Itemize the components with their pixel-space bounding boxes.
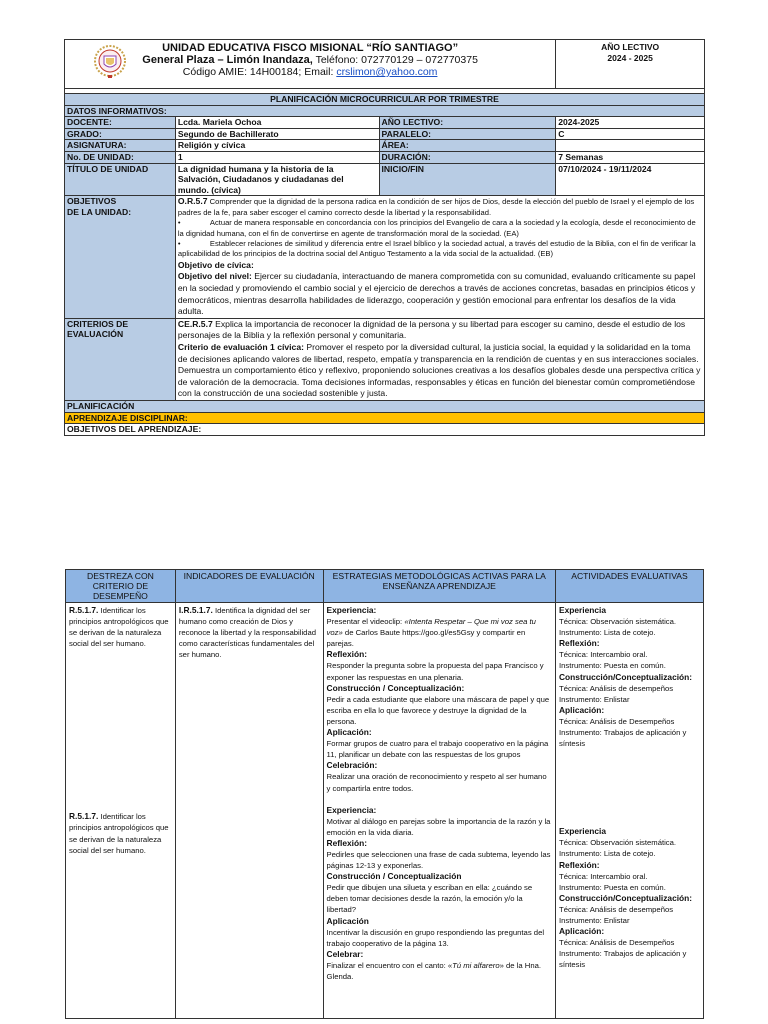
- objetivo-bullet-1-text: Actuar de manera responsable en concordancia con los principios del Evangelio de cara a la sociedad y la ecología, desde el reconocimiento de la dignidad humana, con el fin de convertirse en agente de transformación moral de la sociedad. (EA): [177, 218, 696, 238]
- year-value: 2024 - 2025: [607, 53, 653, 63]
- e2-ref-text: Pedirles que seleccionen una frase de cada subtema, leyendo las páginas 12-13 y exponerlas.: [326, 849, 551, 871]
- objetivos-content: [175, 196, 704, 318]
- act-block-1: Experiencia Técnica: Observación sistemática. Instrumento: Lista de cotejo. Reflexión: Técnica: Intercambio oral. Instrumento: Puesta en común. Construcción/Conceptualización: Técnica: Análisis de desempeños Instrumento: Enlistar Aplicación: Técnica: Análisis de Desempeños Instrumento: Trabajos de aplicación y síntesis: [559, 605, 693, 749]
- e2-exp-text: Motivar al diálogo en parejas sobre la importancia de la razón y la emoción en la vida diaria.: [326, 816, 551, 837]
- e1-apl-text: Formar grupos de cuatro para el trabajo cooperativo en la página 11, planificar un debate con las respuestas de los grupos: [326, 739, 549, 760]
- school-header: [65, 40, 556, 89]
- destreza-cell: [66, 603, 176, 1019]
- indicador-cell: [175, 603, 323, 1019]
- e1-exp-text: Presentar el videoclip: «Intenta Respetar – Que mi voz sea tu voz» de Carlos Baute https://goo.gl/es5Gsy y compartir en parejas.: [326, 617, 536, 649]
- planificacion-row: PLANIFICACIÓN: [65, 400, 705, 412]
- header-estrategias: ESTRATEGIAS METODOLÓGICAS ACTIVAS PARA LA ENSEÑANZA APRENDIZAJE: [323, 570, 555, 603]
- criterios-label: [65, 318, 176, 400]
- paralelo-value: C: [556, 128, 705, 140]
- plan-title: PLANIFICACIÓN MICROCURRICULAR POR TRIMESTRE: [65, 94, 705, 106]
- e2-apl-label: Aplicación: [326, 915, 369, 926]
- header-actividades: ACTIVIDADES EVALUATIVAS: [556, 570, 704, 603]
- objetivo-code: O.R.5.7: [177, 196, 208, 207]
- school-phone: Teléfono: 072770129 – 072770375: [312, 54, 478, 66]
- e2-cel-label: Celebrar:: [326, 948, 364, 959]
- e2-apl-text: Incentivar la discusión en grupo respondiendo las preguntas del trabajo cooperativo de la página 13.: [326, 927, 545, 948]
- year-header: [556, 40, 705, 89]
- objetivo-bullet-1: • Actuar de manera responsable en concordancia con los principios del Evangelio de cara a la sociedad y la ecología, desde el reconocimiento de la dignidad humana, con el fin de convertirse en agente de transformación moral de la sociedad. (EA): [177, 218, 696, 238]
- duracion-label: DURACIÓN:: [379, 151, 556, 163]
- anio-value: 2024-2025: [556, 117, 705, 129]
- objetivo-bullet-2: • Establecer relaciones de similitud y diferencia entre el Israel bíblico y la sociedad actual, a través del estudio de la Biblia, con el fin de verificar la aplicabilidad de los principios de la doctrina social del Antiguo Testamento a la vida social de la actualidad. (EB): [177, 238, 696, 259]
- inicio-value: 07/10/2024 - 19/11/2024: [556, 163, 705, 196]
- e2-con-text: Pedir que dibujen una silueta y escriban en ella: ¿cuándo se deben tomar decisiones desde la razón, la emoción y/o la libertad?: [326, 883, 533, 915]
- objetivos-label-line2: DE LA UNIDAD:: [67, 206, 132, 217]
- duracion-value: 7 Semanas: [556, 151, 705, 163]
- e2-ref-label: Reflexión:: [326, 837, 368, 848]
- school-email-link[interactable]: crslimon@yahoo.com: [336, 66, 438, 78]
- school-address: General Plaza – Limón Inandaza,: [142, 54, 313, 66]
- titulo-value: La dignidad humana y la historia de la Salvación, Ciudadanos y ciudadanas del mundo. (cívica): [175, 163, 379, 196]
- planning-header-table: [64, 39, 705, 436]
- titulo-label: TÍTULO DE UNIDAD: [65, 163, 176, 196]
- e1-ref-label: Reflexión:: [326, 649, 368, 660]
- e2-cel-text: Finalizar el encuentro con el canto: «Tú mi alfarero» de la Hna. Glenda.: [326, 960, 542, 981]
- criterio-civica-text: Promover el respeto por la diversidad cultural, la justicia social, la equidad y la solidaridad en la toma de decisiones aplicando valores de libertad, respeto, empatía y transparencia en la rendición de cuentas y en sus interacciones sociales. Demuestra un comportamiento ético y reflexivo, proponiendo soluciones creativas a los desafíos globales desde una perspectiva crítica y de valoración de la democracia. Toma decisiones informadas, responsables y éticas en función del bienestar común comprometiéndose con la construcción de una sociedad sostenible y justa.: [177, 341, 701, 399]
- asignatura-value: Religión y cívica: [175, 140, 379, 152]
- unidad-label: No. DE UNIDAD:: [65, 151, 176, 163]
- school-amie: Código AMIE: 14H00184; Email:: [182, 66, 337, 78]
- indicador-code: I.R.5.1.7.: [178, 605, 213, 615]
- act-block-2: Experiencia Técnica: Observación sistemática. Instrumento: Lista de cotejo. Reflexión: Técnica: Intercambio oral. Instrumento: Puesta en común. Construcción/Conceptualización: Técnica: Análisis de desempeños Instrumento: Enlistar Aplicación: Técnica: Análisis de Desempeños Instrumento: Trabajos de aplicación y síntesis: [559, 826, 693, 970]
- e1-exp-label: Experiencia:: [326, 605, 377, 615]
- indicador-text: Identifica la dignidad del ser humano como creación de Dios y reconoce la libertad y la responsabilidad como características fundamentales del ser humano.: [178, 606, 317, 660]
- objetivo-bullet-2-text: Establecer relaciones de similitud y diferencia entre el Israel bíblico y la sociedad actual, a través del estudio de la Biblia, con el fin de verificar la aplicabilidad de los principios de la doctrina social del Antiguo Testamento a la vida social de la actualidad. (EB): [177, 238, 696, 259]
- grado-value: Segundo de Bachillerato: [175, 128, 379, 140]
- objetivos-label: [65, 196, 176, 318]
- info-section-title: DATOS INFORMATIVOS:: [65, 105, 705, 117]
- docente-label: DOCENTE:: [65, 117, 176, 129]
- objetivos-label-line1: OBJETIVOS: [67, 196, 117, 207]
- destreza-1: R.5.1.7. Identificar los principios antropológicos que se derivan de la naturaleza social del ser humano.: [69, 605, 169, 649]
- area-value: [556, 140, 705, 152]
- actividades-cell: [556, 603, 704, 1019]
- school-name: UNIDAD EDUCATIVA FISCO MISIONAL “RÍO SANTIAGO”: [162, 42, 459, 54]
- asignatura-label: ASIGNATURA:: [65, 140, 176, 152]
- e1-con-text: Pedir a cada estudiante que elabore una máscara de papel y que escriba en ella lo que favorece y destruye la dignidad de la persona.: [326, 694, 550, 726]
- criterios-label-line2: EVALUACIÓN: [67, 329, 124, 340]
- nivel-text: Ejercer su ciudadanía, interactuando de manera comprometida con su comunidad, evaluando críticamente su papel en la sociedad y promoviendo el cambio social y el ejercicio de derechos a través de acciones concretas, basadas en principios éticos y democráticos, mientras desarrolla habilidades de liderazgo, cooperación y gestión emocional para enfrentar los desafíos de la vida adulta.: [177, 271, 696, 317]
- header-destreza: DESTREZA CON CRITERIO DE DESEMPEÑO: [66, 570, 176, 603]
- anio-label: AÑO LECTIVO:: [379, 117, 556, 129]
- criterio-code: CE.R.5.7: [177, 318, 213, 329]
- e1-apl-label: Aplicación:: [326, 727, 372, 738]
- objetivos-aprendizaje-row: OBJETIVOS DEL APRENDIZAJE:: [65, 424, 705, 436]
- grado-label: GRADO:: [65, 128, 176, 140]
- activities-table: [65, 569, 704, 1019]
- e1-cel-text: Realizar una oración de reconocimiento y respeto al ser humano y compartirla entre todos.: [326, 772, 547, 793]
- nivel-label: Objetivo del nivel:: [177, 271, 252, 282]
- criterio-civica-label: Criterio de evaluación 1 cívica:: [177, 341, 304, 352]
- inicio-label: INICIO/FIN: [379, 163, 556, 196]
- year-label: AÑO LECTIVO: [601, 42, 660, 52]
- e1-ref-text: Responder la pregunta sobre la propuesta del papa Francisco y exponer las respuestas en una plenaria.: [326, 661, 544, 682]
- e1-con-label: Construcción / Conceptualización:: [326, 682, 465, 693]
- area-label: ÁREA:: [379, 140, 556, 152]
- school-seal-icon: [93, 44, 127, 80]
- unidad-value: 1: [175, 151, 379, 163]
- criterios-content: [175, 318, 704, 400]
- paralelo-label: PARALELO:: [379, 128, 556, 140]
- e2-exp-label: Experiencia:: [326, 804, 377, 815]
- criterios-label-line1: CRITERIOS DE: [67, 318, 129, 329]
- aprendizaje-row: APRENDIZAJE DISCIPLINAR:: [65, 412, 705, 424]
- criterio-text: Explica la importancia de reconocer la dignidad de la persona y su libertad para escoger su camino, desde el estudio de los personajes de la Biblia y la reflexión personal y comunitaria.: [177, 318, 686, 341]
- docente-value: Lcda. Mariela Ochoa: [175, 117, 379, 129]
- destreza-2: R.5.1.7. Identificar los principios antropológicos que se derivan de la naturaleza social del ser humano.: [69, 811, 169, 855]
- e1-cel-label: Celebración:: [326, 760, 378, 771]
- e2-con-label: Construcción / Conceptualización: [326, 871, 462, 882]
- header-indicadores: INDICADORES DE EVALUACIÓN: [175, 570, 323, 603]
- estrategias-cell: [323, 603, 555, 1019]
- objetivo-text: Comprender que la dignidad de la persona radica en la condición de ser hijos de Dios, desde la elección del pueblo de Israel y el ejemplo de los padres de la fe, para saber escoger el camino correcto desde la libertad y la responsabilidad.: [177, 197, 695, 217]
- civica-label: Objetivo de cívica:: [177, 259, 254, 270]
